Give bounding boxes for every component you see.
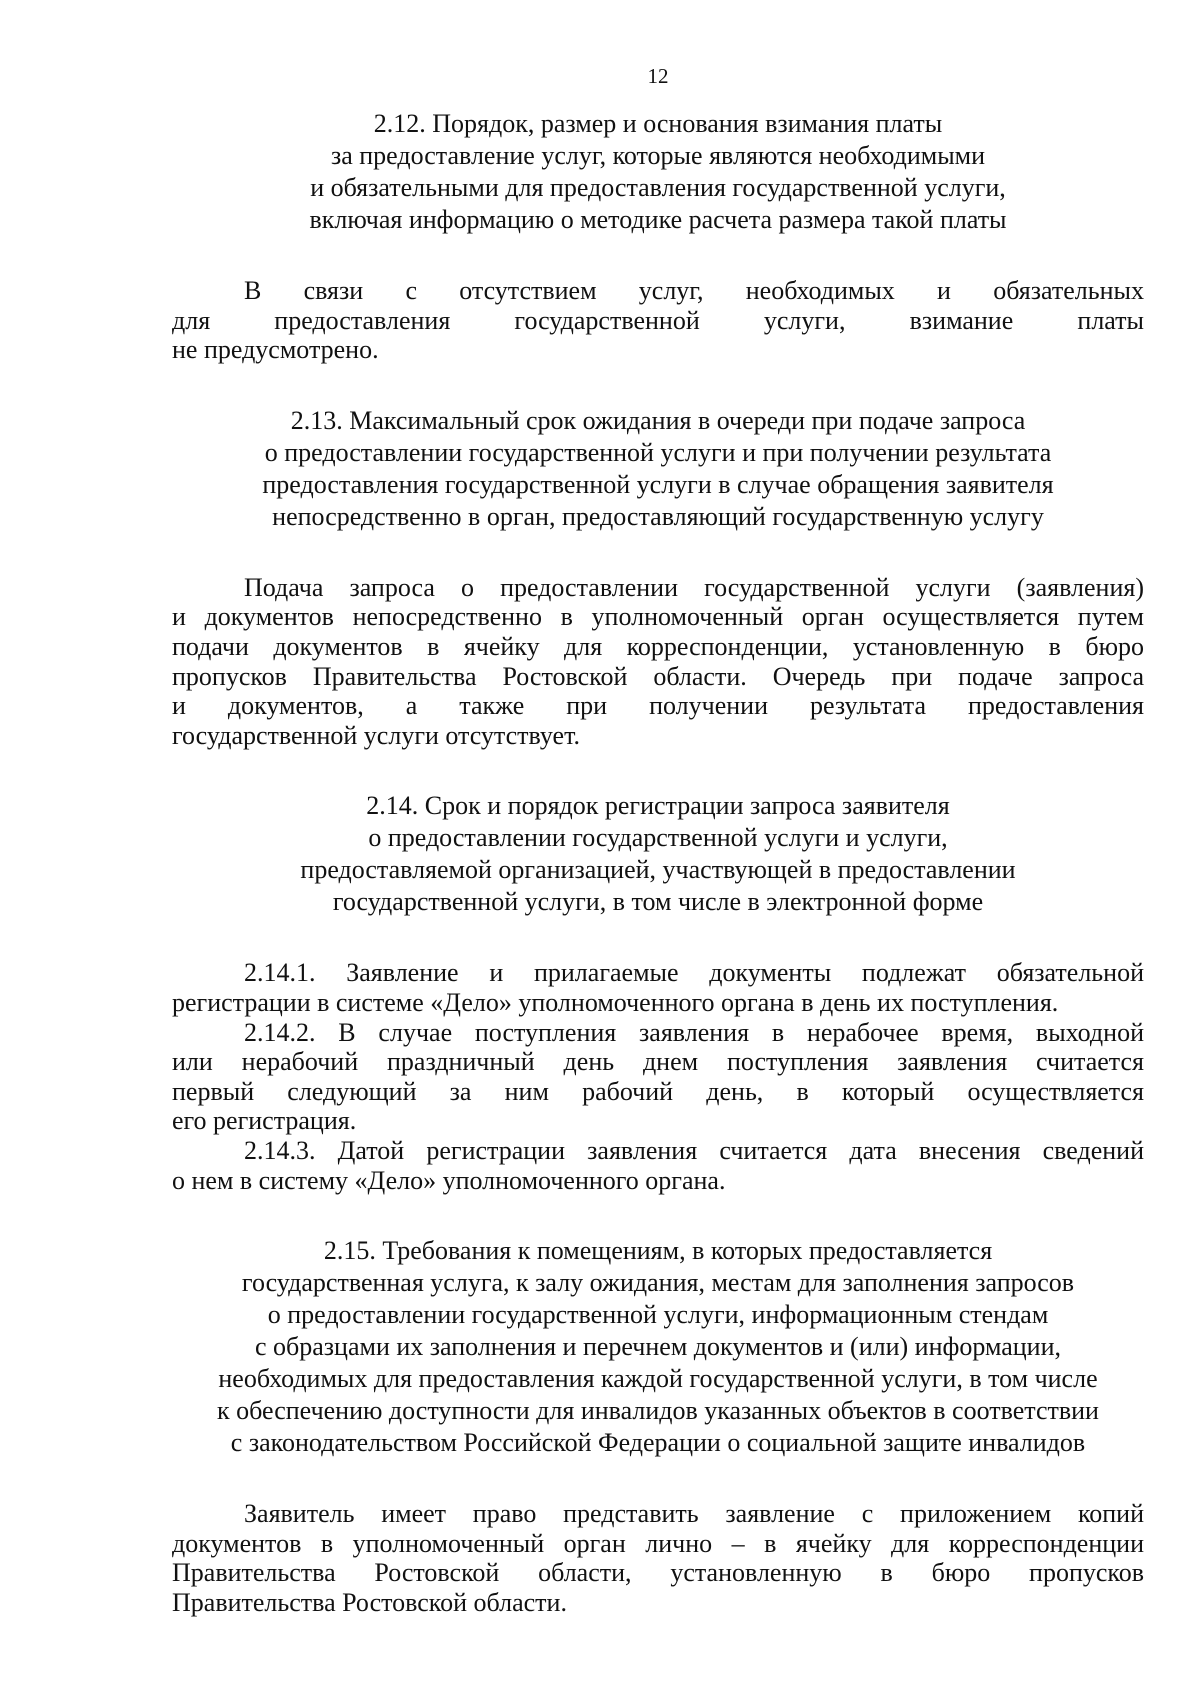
section-heading bbox=[172, 108, 1144, 236]
heading-line: непосредственно в орган, предоставляющий государственную услугу bbox=[272, 501, 1044, 531]
section-heading bbox=[172, 790, 1144, 918]
body-line: пропусков Правительства Ростовской области. Очередь при подаче запроса bbox=[172, 661, 1144, 691]
heading-line: с образцами их заполнения и перечнем документов и (или) информации, bbox=[254, 1332, 1062, 1362]
body-line: регистрации в системе «Дело» уполномоченного органа в день их поступления. bbox=[172, 987, 1059, 1017]
section bbox=[172, 108, 1144, 405]
body-line: и документов, а также при получении результата предоставления bbox=[172, 691, 1144, 721]
heading-line: необходимых для предоставления каждой государственной услуги, в том числе bbox=[218, 1364, 1098, 1394]
document-body bbox=[172, 108, 1144, 1617]
body-line: о нем в систему «Дело» уполномоченного органа. bbox=[172, 1165, 726, 1195]
document-page bbox=[172, 64, 1144, 1617]
heading-line: 2.15. Требования к помещениям, в которых предоставляется bbox=[323, 1236, 993, 1266]
heading-line: 2.13. Максимальный срок ожидания в очереди при подаче запроса bbox=[290, 405, 1026, 435]
body-line: государственной услуги отсутствует. bbox=[172, 720, 581, 750]
section bbox=[172, 405, 1144, 791]
body-line: Подача запроса о предоставлении государственной услуги (заявления) bbox=[244, 572, 1144, 602]
heading-line: включая информацию о методике расчета размера такой платы bbox=[309, 205, 1007, 234]
body-line: 2.14.3. Датой регистрации заявления считается дата внесения сведений bbox=[244, 1135, 1144, 1165]
section-body bbox=[172, 958, 1144, 1195]
heading-line: за предоставление услуг, которые являются необходимыми bbox=[330, 141, 986, 170]
body-line: или нерабочий праздничный день днем поступления заявления считается bbox=[172, 1047, 1144, 1077]
section-body bbox=[172, 1499, 1144, 1617]
body-line: В связи с отсутствием услуг, необходимых и обязательных bbox=[244, 276, 1144, 305]
section-body bbox=[172, 276, 1144, 365]
body-line: документов в уполномоченный орган лично – в ячейку для корреспонденции bbox=[172, 1528, 1144, 1558]
heading-line: с законодательством Российской Федерации о социальной защите инвалидов bbox=[230, 1428, 1086, 1458]
section-heading bbox=[172, 405, 1144, 533]
body-line: его регистрация. bbox=[172, 1106, 357, 1136]
heading-line: предоставляемой организацией, участвующей в предоставлении bbox=[300, 855, 1016, 885]
heading-line: о предоставлении государственной услуги и услуги, bbox=[368, 823, 948, 853]
body-line: для предоставления государственной услуги, взимание платы bbox=[172, 305, 1144, 335]
heading-line: 2.14. Срок и порядок регистрации запроса заявителя bbox=[366, 791, 950, 821]
body-line: Правительства Ростовской области. bbox=[172, 1587, 567, 1617]
body-line: Правительства Ростовской области, установленную в бюро пропусков bbox=[172, 1558, 1144, 1588]
body-line: 2.14.2. В случае поступления заявления в нерабочее время, выходной bbox=[244, 1017, 1144, 1047]
section-heading bbox=[172, 1235, 1144, 1459]
heading-line: и обязательными для предоставления государственной услуги, bbox=[310, 173, 1006, 202]
section bbox=[172, 790, 1144, 1235]
section bbox=[172, 1235, 1144, 1617]
heading-line: о предоставлении государственной услуги и при получении результата bbox=[264, 437, 1052, 467]
heading-line: предоставления государственной услуги в случае обращения заявителя bbox=[262, 469, 1054, 499]
section-body bbox=[172, 573, 1144, 751]
body-line: и документов непосредственно в уполномоченный орган осуществляется путем bbox=[172, 602, 1144, 632]
page-number: 12 bbox=[647, 64, 669, 88]
heading-line: государственной услуги, в том числе в электронной форме bbox=[332, 887, 984, 917]
heading-line: государственная услуга, к залу ожидания, местам для заполнения запросов bbox=[241, 1268, 1075, 1298]
body-line: подачи документов в ячейку для корреспонденции, установленную в бюро bbox=[172, 631, 1144, 661]
body-line: не предусмотрено. bbox=[172, 335, 379, 365]
body-line: Заявитель имеет право представить заявление с приложением копий bbox=[244, 1499, 1144, 1529]
heading-line: 2.12. Порядок, размер и основания взимания платы bbox=[373, 109, 943, 138]
heading-line: о предоставлении государственной услуги, информационным стендам bbox=[267, 1300, 1049, 1330]
body-line: 2.14.1. Заявление и прилагаемые документы подлежат обязательной bbox=[244, 958, 1144, 988]
body-line: первый следующий за ним рабочий день, в который осуществляется bbox=[172, 1076, 1144, 1106]
heading-line: к обеспечению доступности для инвалидов указанных объектов в соответствии bbox=[217, 1396, 1099, 1426]
